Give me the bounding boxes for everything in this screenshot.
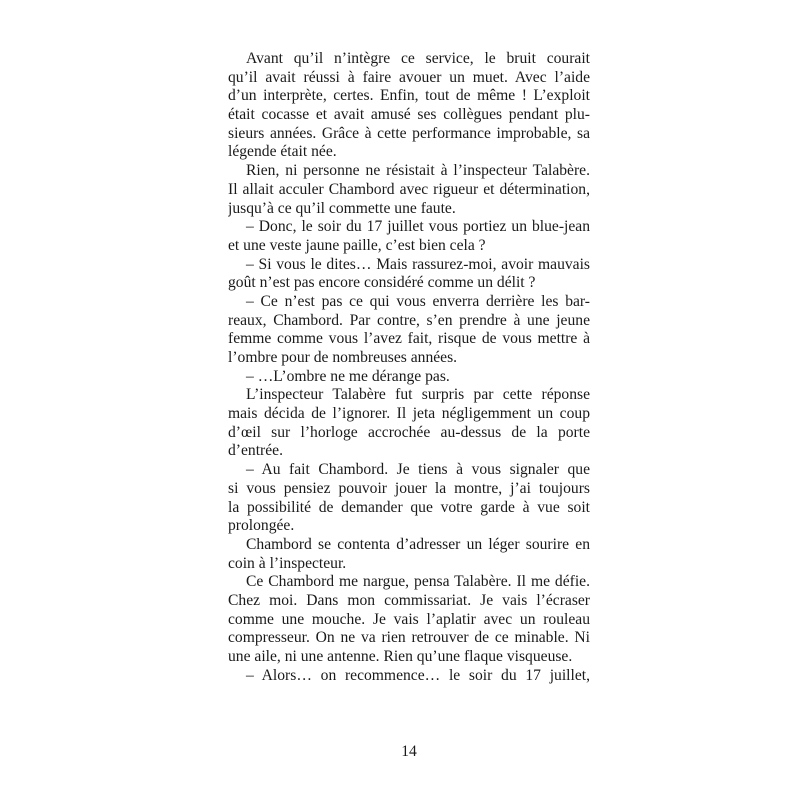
text-line: femme comme vous l’avez fait, risque de vous mettre à (228, 330, 590, 348)
text-line: – Au fait Chambord. Je tiens à vous signaler que (246, 461, 590, 479)
text-line: était cocasse et avait amusé ses collègues pendant plu- (228, 106, 590, 124)
text-line: Ce Chambord me nargue, pensa Talabère. Il me défie. (246, 573, 590, 591)
text-line: légende était née. (228, 143, 337, 161)
text-line: compresseur. On ne va rien retrouver de ce minable. Ni (228, 629, 590, 647)
text-line: qu’il avait réussi à faire avouer un muet. Avec l’aide (228, 68, 590, 86)
text-line: d’œil sur l’horloge accrochée au-dessus de la porte (228, 423, 590, 441)
text-line: – Alors… on recommence… le soir du 17 juillet, (246, 666, 590, 684)
text-line: Chambord se contenta d’adresser un léger sourire en (246, 535, 590, 553)
text-line: reaux, Chambord. Par contre, s’en prendre à une jeune (228, 311, 590, 329)
text-line: mais décida de l’ignorer. Il jeta négligemment un coup (228, 405, 590, 423)
text-line: – Si vous le dites… Mais rassurez-moi, avoir mauvais (246, 255, 590, 273)
text-line: Chez moi. Dans mon commissariat. Je vais l’écraser (228, 591, 590, 609)
text-line: – …L’ombre ne me dérange pas. (246, 367, 450, 385)
text-line: l’ombre pour de nombreuses années. (228, 349, 458, 366)
text-line: la possibilité de demander que votre garde à vue soit (228, 498, 590, 516)
text-line: si vous pensiez pouvoir jouer la montre, j’ai toujours (228, 479, 590, 497)
body-text (228, 50, 590, 685)
text-line: – Ce n’est pas ce qui vous enverra derrière les bar- (246, 292, 590, 310)
text-line: L’inspecteur Talabère fut surpris par cette réponse (246, 386, 590, 404)
text-line: – Donc, le soir du 17 juillet vous portiez un blue-jean (246, 218, 590, 236)
text-line: coin à l’inspecteur. (228, 554, 347, 572)
page-number: 14 (401, 743, 417, 760)
text-line: et une veste jaune paille, c’est bien cela ? (228, 236, 486, 254)
text-line: prolongée. (228, 517, 295, 535)
text-line: Rien, ni personne ne résistait à l’inspecteur Talabère. (246, 162, 590, 180)
book-page (228, 50, 590, 760)
text-line: goût n’est pas encore considéré comme un délit ? (228, 274, 536, 292)
text-line: sieurs années. Grâce à cette performance improbable, sa (228, 124, 590, 142)
text-line: comme une mouche. Je vais l’aplatir avec un rouleau (228, 610, 590, 628)
text-line: jusqu’à ce qu’il commette une faute. (228, 199, 456, 217)
text-line: une aile, ni une antenne. Rien qu’une flaque visqueuse. (228, 648, 573, 665)
text-line: Il allait acculer Chambord avec rigueur et détermination, (228, 180, 590, 198)
text-line: d’un interprète, certes. Enfin, tout de même ! L’exploit (228, 87, 590, 105)
text-line: Avant qu’il n’intègre ce service, le bruit courait (246, 50, 590, 67)
text-line: d’entrée. (228, 442, 283, 460)
